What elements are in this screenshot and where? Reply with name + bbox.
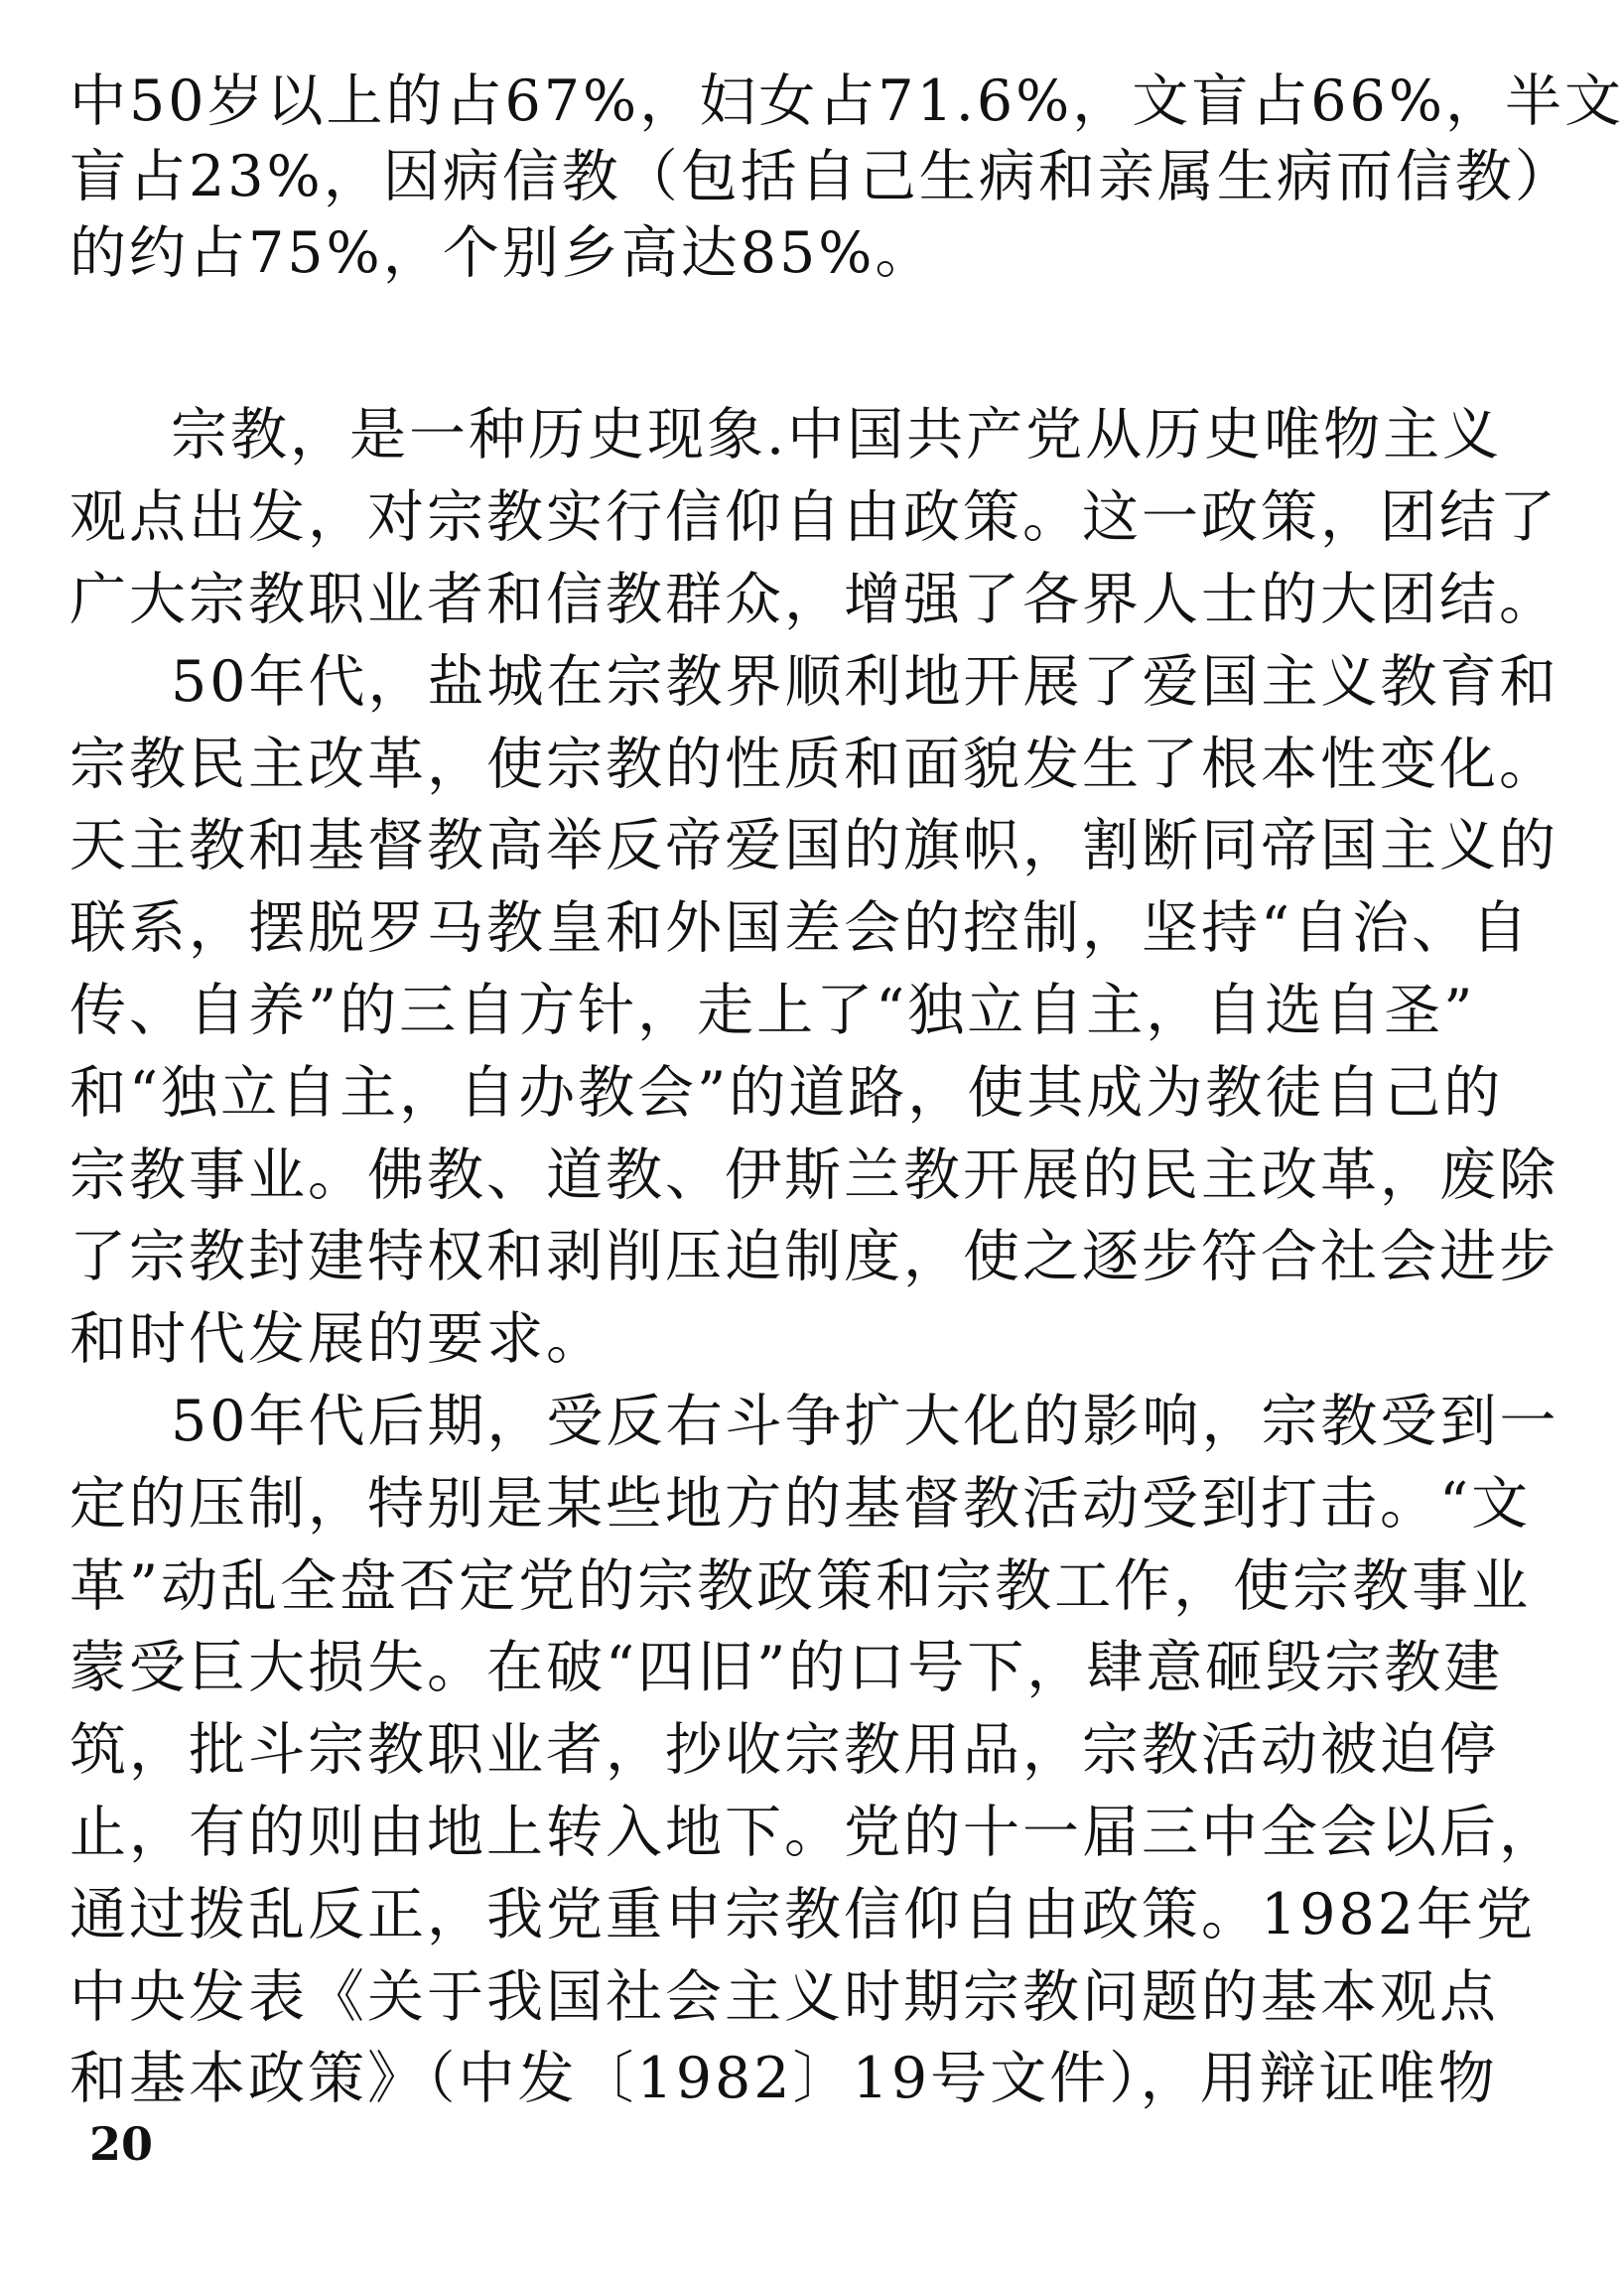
text-line: 50年代，盐城在宗教界顺利地开展了爱国主义教育和 [171, 649, 1559, 715]
text-line: 革”动乱全盘否定党的宗教政策和宗教工作，使宗教事业 [69, 1553, 1532, 1619]
text-line: 中央发表《关于我国社会主义时期宗教问题的基本观点 [69, 1964, 1499, 2030]
text-line: 和“独立自主，自办教会”的道路，使其成为教徒自己的 [69, 1060, 1504, 1126]
page-number: 20 [89, 2117, 154, 2171]
text-line: 筑，批斗宗教职业者，抄收宗教用品，宗教活动被迫停 [69, 1717, 1499, 1783]
text-line: 盲占23%，因病信教（包括自己生病和亲属生病而信教） [69, 144, 1574, 209]
text-line: 中50岁以上的占67%，妇女占71.6%，文盲占66%，半文 [69, 68, 1624, 134]
text-line: 了宗教封建特权和剥削压迫制度，使之逐步符合社会进步 [69, 1224, 1558, 1289]
text-line: 和时代发展的要求。 [69, 1306, 606, 1372]
text-line: 宗教民主改革，使宗教的性质和面貌发生了根本性变化。 [69, 732, 1558, 797]
text-line: 通过拨乱反正，我党重申宗教信仰自由政策。1982年党 [69, 1882, 1537, 1947]
text-line: 蒙受巨大损失。在破“四旧”的口号下，肆意砸毁宗教建 [69, 1635, 1504, 1700]
text-line: 广大宗教职业者和信教群众，增强了各界人士的大团结。 [69, 567, 1558, 632]
text-line: 和基本政策》（中发〔1982〕19号文件），用辩证唯物 [69, 2046, 1498, 2111]
text-line: 定的压制，特别是某些地方的基督教活动受到打击。“文 [69, 1471, 1532, 1537]
text-line: 传、自养”的三自方针，走上了“独立自主，自选自圣” [69, 978, 1476, 1043]
text-line: 观点出发，对宗教实行信仰自由政策。这一政策，团结了 [69, 484, 1558, 550]
text-line: 宗教，是一种历史现象.中国共产党从历史唯物主义 [171, 402, 1503, 468]
text-line: 的约占75%，个别乡高达85%。 [69, 220, 935, 286]
text-line: 联系，摆脱罗马教皇和外国差会的控制，坚持“自治、自 [69, 895, 1532, 961]
text-line: 宗教事业。佛教、道教、伊斯兰教开展的民主改革，废除 [69, 1142, 1558, 1208]
text-line: 50年代后期，受反右斗争扩大化的影响，宗教受到一 [171, 1389, 1559, 1454]
text-line: 天主教和基督教高举反帝爱国的旗帜，割断同帝国主义的 [69, 813, 1558, 878]
text-line: 止，有的则由地上转入地下。党的十一届三中全会以后， [69, 1800, 1558, 1865]
